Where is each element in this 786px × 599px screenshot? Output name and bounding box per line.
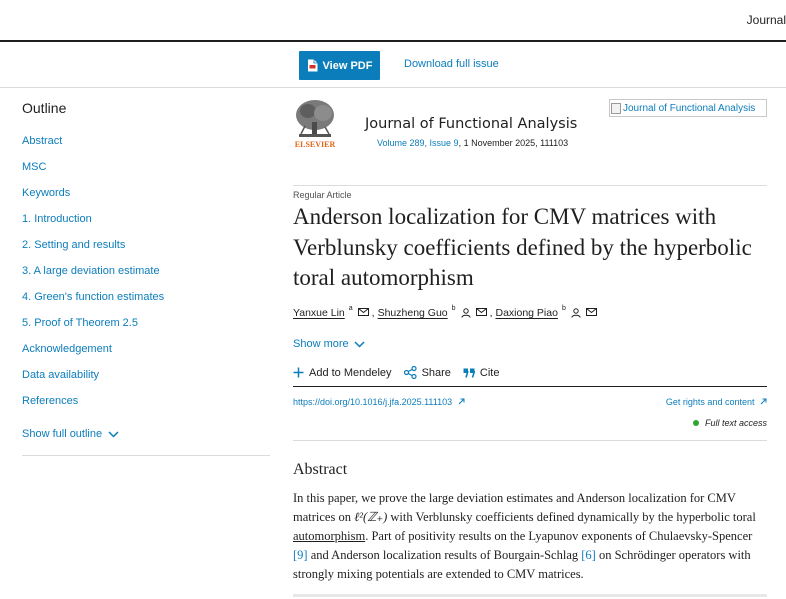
author-name: Yanxue Lin <box>293 307 345 319</box>
quote-icon <box>463 368 475 378</box>
plus-icon <box>293 367 304 378</box>
abstract-text <box>293 489 767 584</box>
show-full-outline-button[interactable] <box>22 428 119 440</box>
author-separator: , <box>489 307 493 319</box>
author-affiliation-marker: a <box>348 305 353 312</box>
email-icon <box>586 308 597 316</box>
view-pdf-label: View PDF <box>322 59 373 72</box>
author-item[interactable] <box>495 307 596 319</box>
rights-text: Get rights and content <box>665 397 755 407</box>
journal-masthead <box>293 96 767 186</box>
abstract-heading: Abstract <box>293 461 348 478</box>
journal-name-link[interactable]: Journal of Functional Analysis <box>365 116 578 132</box>
outline-item-keywords[interactable]: Keywords <box>22 187 71 199</box>
chevron-down-icon <box>108 431 119 438</box>
outline-item-greens-function[interactable]: 4. Green's function estimates <box>22 291 165 303</box>
cite-label: Cite <box>479 366 500 379</box>
volume-date: , 1 November 2025, 111103 <box>458 138 569 148</box>
author-name: Shuzheng Guo <box>377 307 448 319</box>
reference-link[interactable]: [9] <box>293 548 308 562</box>
broken-image-icon <box>611 103 621 114</box>
reference-link[interactable]: [6] <box>581 548 596 562</box>
email-icon <box>358 308 369 316</box>
journal-cover-alt-text: Journal of Functional Analysis <box>623 102 756 114</box>
outline-list <box>22 134 270 420</box>
doi-link[interactable] <box>293 397 465 407</box>
abstract-text-part: In this paper, we prove the large deviation estimates and Anderson localization for CMV matrices on <box>293 491 736 524</box>
outline-item-references[interactable]: References <box>22 395 79 407</box>
chevron-down-icon <box>354 341 365 348</box>
external-link-icon <box>760 398 767 405</box>
outline-item-large-deviation[interactable]: 3. A large deviation estimate <box>22 265 160 277</box>
journal-nav-link[interactable]: Journal <box>746 13 786 27</box>
article-main <box>293 96 767 581</box>
show-more-label: Show more <box>293 338 349 350</box>
author-affiliation-marker: b <box>561 305 566 312</box>
automorphism-link[interactable]: automorphism <box>293 529 366 543</box>
author-separator: , <box>371 307 375 319</box>
actions-divider <box>293 386 767 387</box>
abstract-text-part: on Schrödinger operators with strongly mixing potentials are extended to CMV matrices. <box>293 548 751 581</box>
abstract-text-part: and Anderson localization results of Bourgain-Schlag <box>307 548 582 562</box>
author-affiliation-marker: b <box>451 305 456 312</box>
header-divider <box>293 440 767 441</box>
author-item[interactable] <box>293 307 369 319</box>
person-icon <box>571 308 581 318</box>
elsevier-tree-logo-icon[interactable] <box>293 98 337 150</box>
email-icon <box>476 308 487 316</box>
show-full-outline-label: Show full outline <box>22 428 103 440</box>
outline-item-setting[interactable]: 2. Setting and results <box>22 239 126 251</box>
share-button[interactable] <box>404 366 451 379</box>
outline-item-introduction[interactable]: 1. Introduction <box>22 213 92 225</box>
volume-issue-link[interactable]: Volume 289, Issue 9 <box>377 138 459 148</box>
author-name: Daxiong Piao <box>495 307 558 319</box>
add-to-mendeley-button[interactable] <box>293 367 392 379</box>
top-bar <box>0 0 786 42</box>
share-icon <box>404 366 417 379</box>
outline-title: Outline <box>22 100 67 116</box>
access-status-label: Full text access <box>704 418 767 428</box>
cite-button[interactable] <box>463 367 500 379</box>
math-formula: ℓ²(ℤ₊) <box>354 510 388 524</box>
share-label: Share <box>421 366 451 379</box>
elsevier-wordmark: ELSEVIER <box>294 140 336 149</box>
journal-cover-image[interactable] <box>609 99 767 117</box>
add-to-mendeley-label: Add to Mendeley <box>309 366 392 379</box>
author-list <box>293 307 597 319</box>
volume-info <box>377 138 568 148</box>
doi-text: https://doi.org/10.1016/j.jfa.2025.111103 <box>293 397 453 407</box>
rights-content-link[interactable] <box>666 397 767 407</box>
article-title: Anderson localization for CMV matrices with Verblunsky coefficients defined by the hyperbolic toral automorphism <box>293 204 752 290</box>
external-link-icon <box>458 398 465 405</box>
section-divider <box>293 594 767 597</box>
outline-item-proof[interactable]: 5. Proof of Theorem 2.5 <box>22 317 138 329</box>
download-full-issue-link[interactable]: Download full issue <box>404 58 499 70</box>
outline-item-msc[interactable]: MSC <box>22 161 47 173</box>
article-actions <box>293 366 511 379</box>
abstract-text-part: with Verblunsky coefficients defined dynamically by the hyperbolic toral <box>387 510 756 524</box>
outline-sidebar <box>22 100 270 420</box>
outline-item-data-availability[interactable]: Data availability <box>22 369 100 381</box>
show-more-button[interactable] <box>293 338 365 350</box>
person-icon <box>461 308 471 318</box>
sidebar-divider <box>22 455 270 456</box>
author-item[interactable] <box>378 307 487 319</box>
view-pdf-button[interactable] <box>299 51 380 80</box>
abstract-text-part: . Part of positivity results on the Lyapunov exponents of Chulaevsky-Spencer <box>365 529 753 543</box>
article-type: Regular Article <box>293 190 352 200</box>
pdf-toolbar <box>0 44 786 88</box>
access-status-dot-icon <box>693 420 699 426</box>
pdf-file-icon <box>307 59 318 72</box>
outline-item-acknowledgement[interactable]: Acknowledgement <box>22 343 112 355</box>
outline-item-abstract[interactable]: Abstract <box>22 135 63 147</box>
access-status <box>693 418 767 428</box>
